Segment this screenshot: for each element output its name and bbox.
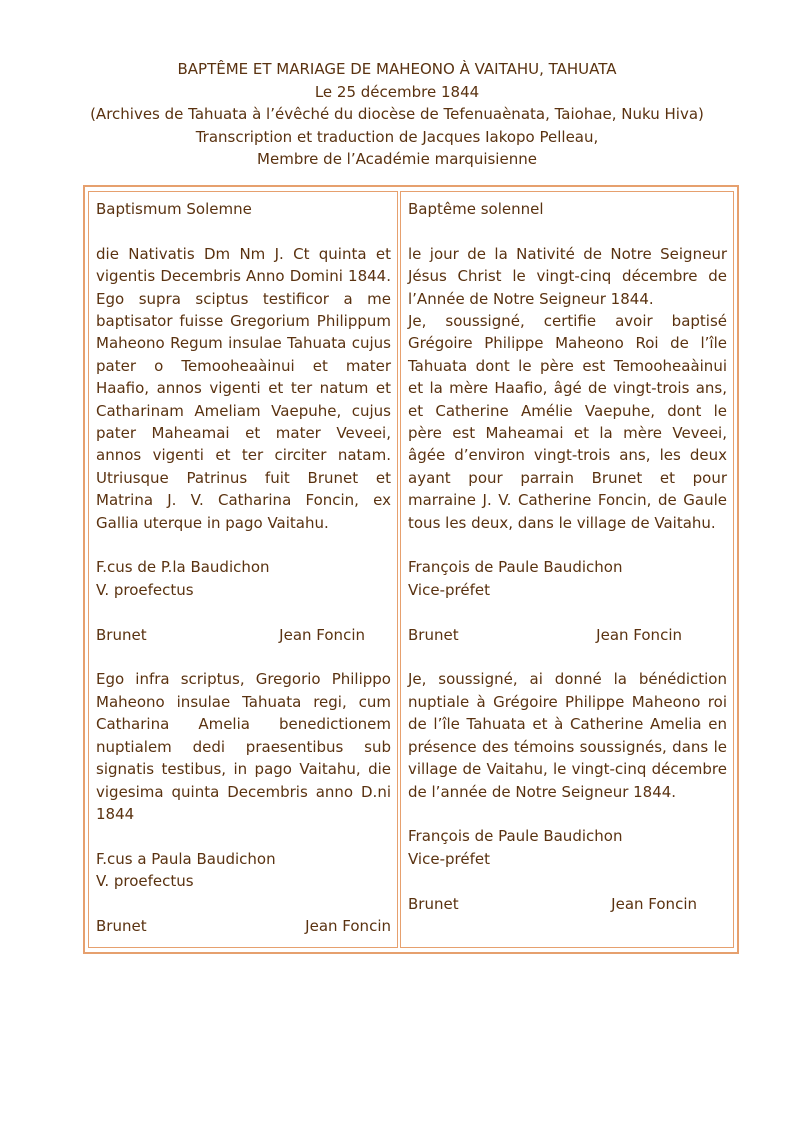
- french-column: [400, 191, 734, 948]
- latin-priest-title: V. proefectus: [96, 580, 194, 599]
- bilingual-table: [83, 185, 739, 954]
- academy-membership: Membre de l’Académie marquisienne: [257, 150, 537, 168]
- signature-foncin-2: Jean Foncin: [611, 894, 697, 913]
- latin-baptism-text: die Nativatis Dm Nm J. Ct quinta et vigentis Decembris Anno Domini 1844. Ego supra sciptus testificor a me baptisator fuisse Gregorium Philippum Maheono Regum insulae Tahuata cujus pater o Temooheaàinui et mater Haafio, annos vigenti et ter natum et Catharinam Ameliam Vaepuhe, cujus pater Maheamai et mater Veveei, annos vigenti et ter circiter natam. Utriusque Patrinus fuit Brunet et Matrina J. V. Catharina Foncin, ex Gallia uterque in pago Vaitahu.: [96, 244, 391, 532]
- transcription-credit: Transcription et traduction de Jacques Iakopo Pelleau,: [195, 127, 599, 146]
- signature-brunet: Brunet: [96, 625, 147, 644]
- french-priest-title: Vice-préfet: [408, 580, 490, 599]
- latin-heading: Baptismum Solemne: [96, 200, 252, 218]
- french-baptism-text-2: Je, soussigné, certifie avoir baptisé Grégoire Philippe Maheono Roi de l’île Tahuata dont le père est Temooheaàinui et la mère Haafio, âgé de vingt-trois ans, et Catherine Amélie Vaepuhe, dont le père est Maheamai et la mère Veveei, âgée d’environ vingt-trois ans, les deux ayant pour parrain Brunet et pour marraine J. V. Catherine Foncin, de Gaule tous les deux, dans le village de Vaitahu.: [408, 312, 727, 532]
- french-priest-name: François de Paule Baudichon: [408, 558, 623, 577]
- signature-brunet-2: Brunet: [96, 916, 147, 935]
- document-title: BAPTÊME ET MARIAGE DE MAHEONO À VAITAHU, TAHUATA: [177, 60, 617, 78]
- latin-signatures: [96, 624, 391, 646]
- latin-priest-name: F.cus de P.la Baudichon: [96, 558, 270, 577]
- french-priest-name-2: François de Paule Baudichon: [408, 827, 623, 846]
- latin-signatures-2: [96, 915, 391, 937]
- latin-marriage-text: Ego infra scriptus, Gregorio Philippo Maheono insulae Tahuata regi, cum Catharina Amelia benedictionem nuptialem dedi praesentibus sub signatis testibus, in pago Vaitahu, die vigesima quinta Decembris anno D.ni 1844: [96, 670, 391, 823]
- document-date: Le 25 décembre 1844: [314, 82, 480, 101]
- signature-foncin-2: Jean Foncin: [305, 916, 391, 935]
- document-header: [0, 58, 794, 171]
- french-marriage-text: Je, soussigné, ai donné la bénédiction nuptiale à Grégoire Philippe Maheono roi de l’île Tahuata et à Catherine Amelia en présence des témoins soussignés, dans le village de Vaitahu, le vingt-cinq décembre de l’année de Notre Seigneur 1844.: [408, 670, 727, 801]
- french-signatures-2: [408, 893, 727, 915]
- archives-source: (Archives de Tahuata à l’évêché du diocèse de Tefenuaènata, Taiohae, Nuku Hiva): [90, 105, 704, 123]
- latin-column: [88, 191, 398, 948]
- french-priest-title-2: Vice-préfet: [408, 849, 490, 868]
- latin-priest-title-2: V. proefectus: [96, 872, 194, 891]
- french-baptism-text-1: le jour de la Nativité de Notre Seigneur Jésus Christ le vingt-cinq décembre de l’Année de Notre Seigneur 1844.: [408, 244, 727, 308]
- signature-foncin: Jean Foncin: [279, 625, 365, 644]
- signature-brunet: Brunet: [408, 625, 459, 644]
- french-signatures: [408, 624, 727, 646]
- french-heading: Baptême solennel: [408, 200, 544, 218]
- signature-brunet-2: Brunet: [408, 894, 459, 913]
- signature-foncin: Jean Foncin: [596, 625, 682, 644]
- latin-priest-name-2: F.cus a Paula Baudichon: [96, 849, 276, 868]
